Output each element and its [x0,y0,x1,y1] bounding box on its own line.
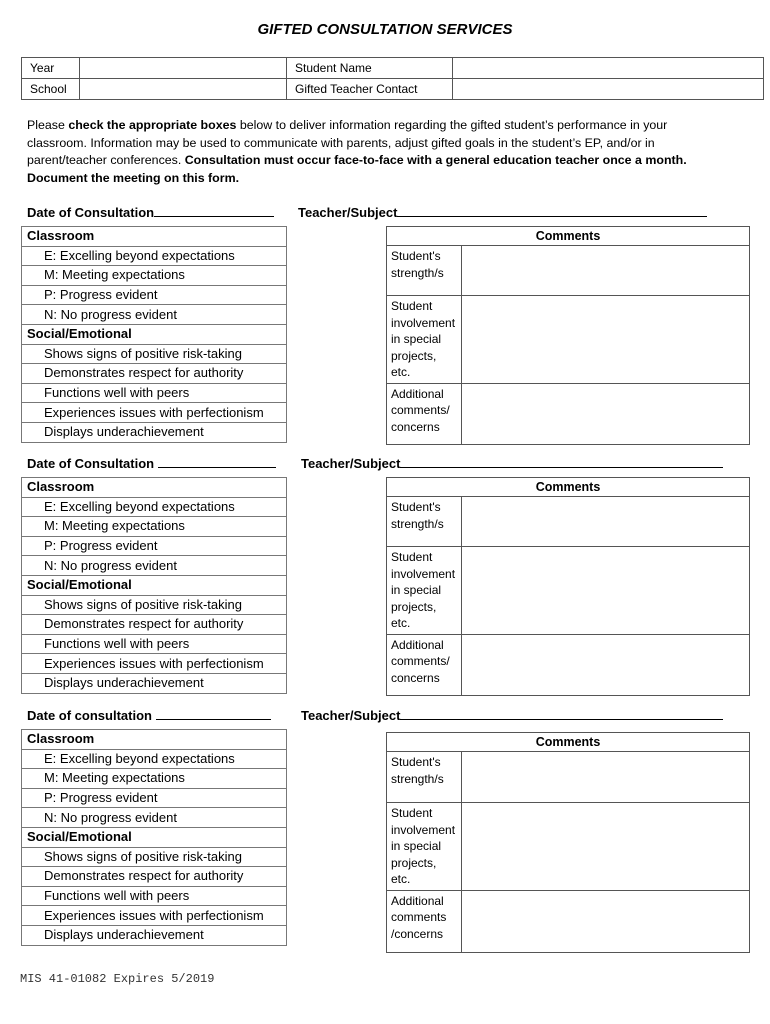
checklist-item[interactable]: P: Progress evident [22,285,287,305]
checklist-category: Classroom [22,227,287,247]
comment-field[interactable] [462,246,750,296]
performance-checklist [21,729,287,946]
instructions-paragraph [27,117,727,187]
checklist-item[interactable]: Demonstrates respect for authority [22,615,287,635]
checklist-item[interactable]: M: Meeting expectations [22,769,287,789]
date-label: Date of Consultation [27,205,155,220]
checklist-item[interactable]: N: No progress evident [22,556,287,576]
date-of-consultation-heading [27,707,271,723]
checklist-category: Classroom [22,730,287,750]
comment-field[interactable] [462,752,750,803]
checklist-item[interactable]: N: No progress evident [22,305,287,325]
school-label: School [22,79,80,100]
teacher-subject-heading [301,455,723,471]
comments-header: Comments [387,227,750,246]
comment-field[interactable] [462,890,750,952]
comment-field[interactable] [462,803,750,891]
comment-row-label: Student's strength/s [387,752,462,803]
gifted-teacher-field[interactable] [453,79,764,100]
intro-text-1: Please [27,118,69,132]
intro-bold-2: Consultation must occur face-to-face with a general education teacher once a month. Document the meeting on this form. [27,153,687,185]
checklist-item[interactable]: E: Excelling beyond expectations [22,749,287,769]
teacher-subject-label: Teacher/Subject [301,708,401,723]
checklist-item[interactable]: Displays underachievement [22,673,287,693]
checklist-item[interactable]: Shows signs of positive risk-taking [22,595,287,615]
date-label: Date of Consultation [27,456,158,471]
checklist-item[interactable]: Functions well with peers [22,383,287,403]
checklist-item[interactable]: P: Progress evident [22,788,287,808]
student-info-table [21,57,764,100]
date-of-consultation-heading [27,455,276,471]
checklist-item[interactable]: E: Excelling beyond expectations [22,497,287,517]
checklist-item[interactable]: M: Meeting expectations [22,266,287,286]
comments-header: Comments [387,478,750,497]
comment-field[interactable] [462,634,750,695]
year-field[interactable] [80,58,287,79]
date-of-consultation-heading [27,204,274,220]
checklist-item[interactable]: Functions well with peers [22,634,287,654]
comment-row-label: Student involvement in special projects, etc. [387,547,462,635]
checklist-item[interactable]: Displays underachievement [22,925,287,945]
comment-row-label: Additional comments/ concerns [387,634,462,695]
gifted-teacher-label: Gifted Teacher Contact [287,79,453,100]
checklist-item[interactable]: Experiences issues with perfectionism [22,654,287,674]
comments-table [386,226,750,445]
intro-bold-1: check the appropriate boxes [68,118,237,132]
checklist-item[interactable]: M: Meeting expectations [22,517,287,537]
checklist-item[interactable]: P: Progress evident [22,536,287,556]
date-label: Date of consultation [27,708,156,723]
teacher-subject-blank-line[interactable] [400,455,723,468]
year-label: Year [22,58,80,79]
school-field[interactable] [80,79,287,100]
checklist-item[interactable]: Demonstrates respect for authority [22,867,287,887]
performance-checklist [21,477,287,694]
date-blank-line[interactable] [158,455,276,468]
student-name-label: Student Name [287,58,453,79]
intro-text-2: below to deliver information regarding the gifted student’s performance in your classroom. Information may be used to communicate with parents, adjust gifted goals in the student’s EP, and/or in parent/teacher conferences. [27,118,668,167]
performance-checklist [21,226,287,443]
checklist-item[interactable]: E: Excelling beyond expectations [22,246,287,266]
comment-field[interactable] [462,383,750,444]
checklist-item[interactable]: Functions well with peers [22,886,287,906]
teacher-subject-blank-line[interactable] [400,707,723,720]
comments-table [386,477,750,696]
comments-table [386,732,750,953]
date-blank-line[interactable] [154,204,274,217]
checklist-item[interactable]: N: No progress evident [22,808,287,828]
teacher-subject-label: Teacher/Subject [298,205,398,220]
date-blank-line[interactable] [156,707,271,720]
comments-header: Comments [387,733,750,752]
student-name-field[interactable] [453,58,764,79]
checklist-category: Social/Emotional [22,324,287,344]
comment-row-label: Additional comments /concerns [387,890,462,952]
comment-row-label: Student's strength/s [387,497,462,547]
checklist-category: Social/Emotional [22,827,287,847]
checklist-item[interactable]: Demonstrates respect for authority [22,364,287,384]
checklist-item[interactable]: Shows signs of positive risk-taking [22,344,287,364]
comment-field[interactable] [462,497,750,547]
form-number-footer: MIS 41-01082 Expires 5/2019 [20,972,215,986]
comment-row-label: Student involvement in special projects, etc. [387,803,462,891]
checklist-item[interactable]: Displays underachievement [22,422,287,442]
page-title: GIFTED CONSULTATION SERVICES [257,21,513,38]
teacher-subject-heading [301,707,723,723]
checklist-item[interactable]: Experiences issues with perfectionism [22,906,287,926]
checklist-item[interactable]: Shows signs of positive risk-taking [22,847,287,867]
comment-row-label: Additional comments/ concerns [387,383,462,444]
checklist-category: Social/Emotional [22,575,287,595]
teacher-subject-label: Teacher/Subject [301,456,401,471]
checklist-category: Classroom [22,478,287,498]
comment-field[interactable] [462,547,750,635]
comment-row-label: Student involvement in special projects, etc. [387,296,462,384]
teacher-subject-heading [298,204,707,220]
comment-field[interactable] [462,296,750,384]
checklist-item[interactable]: Experiences issues with perfectionism [22,403,287,423]
teacher-subject-blank-line[interactable] [397,204,707,217]
comment-row-label: Student's strength/s [387,246,462,296]
